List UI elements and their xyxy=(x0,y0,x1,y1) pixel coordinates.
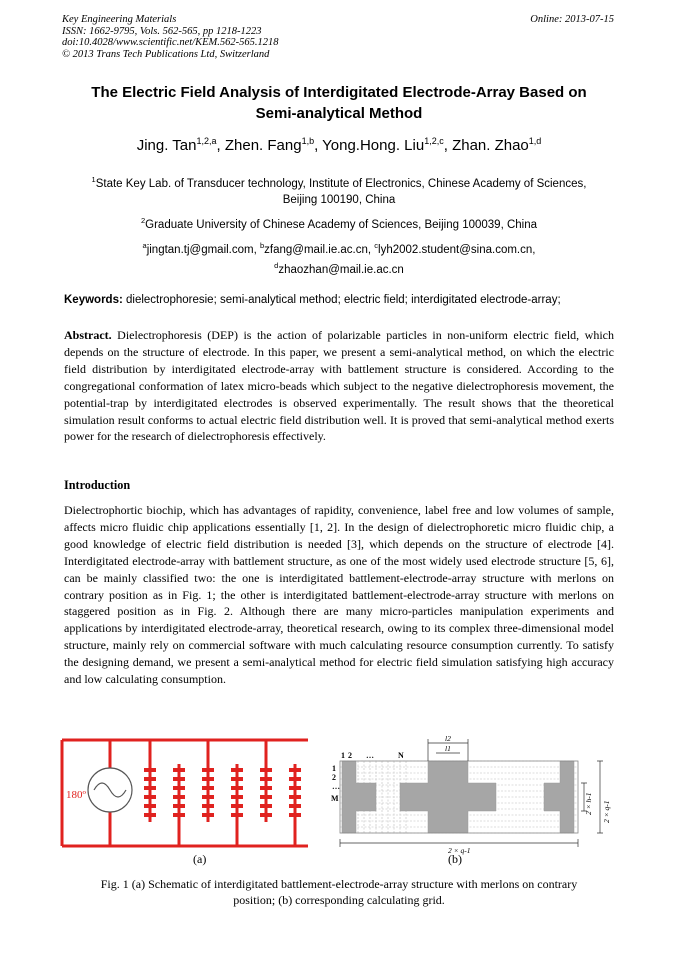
aff-sup: 2 xyxy=(140,216,146,225)
figure-caption xyxy=(60,876,618,908)
grid-row-dots: … xyxy=(332,782,340,791)
electrode-merlon xyxy=(289,777,301,781)
electrode-merlon xyxy=(260,813,272,817)
source-phase-label: 180º xyxy=(66,789,86,801)
email-sup: b xyxy=(260,241,265,250)
email: lyh2002.student@sina.com.cn, xyxy=(378,243,536,256)
dim-q: 2 × q-1 xyxy=(602,800,611,823)
figure-1b-grid xyxy=(328,731,620,855)
keywords xyxy=(64,294,624,306)
affiliation-2 xyxy=(40,213,638,233)
electrode-merlon xyxy=(202,813,214,817)
electrode-merlon xyxy=(173,777,185,781)
electrode-merlon xyxy=(231,786,243,790)
electrode-merlon xyxy=(202,768,214,772)
electrode-merlon xyxy=(231,813,243,817)
dim-l1: l1 xyxy=(445,744,451,753)
caption-line-2: position; (b) corresponding calculating grid. xyxy=(233,893,445,907)
electrode-merlon xyxy=(231,795,243,799)
author-sup: 1,2,a xyxy=(196,136,217,146)
keywords-label: Keywords: xyxy=(64,294,123,306)
author-sup: 1,2,c xyxy=(424,136,444,146)
electrode-merlon xyxy=(289,804,301,808)
author-name: Zhen. Fang xyxy=(224,137,302,154)
electrode-merlon xyxy=(173,804,185,808)
paper-title xyxy=(40,82,638,124)
electrode-merlon xyxy=(202,804,214,808)
figure-label-a: (a) xyxy=(193,852,207,866)
dim-h: 2 × h-1 xyxy=(584,792,593,815)
electrode-merlon xyxy=(231,768,243,772)
grid-row-m: M xyxy=(331,794,339,803)
abstract-label: Abstract. xyxy=(64,328,112,342)
email: zhaozhan@mail.ie.ac.cn xyxy=(278,263,404,276)
figure-label-b: (b) xyxy=(448,852,462,866)
electrode-merlon xyxy=(173,768,185,772)
electrode-merlon xyxy=(202,786,214,790)
caption-line-1: Fig. 1 (a) Schematic of interdigitated battlement-electrode-array structure with merlons on contrary xyxy=(100,877,578,891)
affiliation-1 xyxy=(40,172,638,208)
section-heading: Introduction xyxy=(64,478,131,492)
author-sup: 1,d xyxy=(528,136,542,146)
aff-text-line2: Beijing 100190, China xyxy=(282,193,396,206)
aff-sup: 1 xyxy=(91,175,96,184)
electrode-merlon xyxy=(144,804,156,808)
electrode-merlon xyxy=(144,768,156,772)
email-sup: a xyxy=(142,241,147,250)
electrode-merlon xyxy=(289,786,301,790)
journal-header xyxy=(62,14,279,60)
author-name: Yong.Hong. Liu xyxy=(322,137,425,154)
email: zfang@mail.ie.ac.cn, xyxy=(264,243,375,256)
electrode-merlon xyxy=(231,804,243,808)
electrode-merlon xyxy=(173,795,185,799)
electrode-merlon xyxy=(202,777,214,781)
introduction-text: Dielectrophortic biochip, which has advantages of rapidity, convenience, label free and low volumes of sample, affects micro fluidic chip applications essentially [1, 2]. In the design of dielectrophoretic micro fluidic chip, a good knowledge of electric field distribution is needed [3], which depends on the structure of electrode [4]. Interdigitated electrode-array with battlement structure, as one of the most widely used electrode structure [5, 6], can be mainly classified two: the one is interdigitated battlement-electrode-array structure with merlons on contrary position as in Fig. 1; the other is interdigitated battlement-electrode-array structure with merlons on staggered position as in Fig. 2. Although there are many micro-particles manipulation experiments and applications by interdigitated electrode-array, theoretical research, owing to its complex three-dimensional model structure, mainly rely on commercial software with much calculating resource consumption currently. To satisfy the designing demand, we present a semi-analytical method for electric field simulation satisfying high accuracy and low calculating consumption. xyxy=(64,503,614,687)
title-line-2: Semi-analytical Method xyxy=(255,105,423,122)
email: jingtan.tj@gmail.com, xyxy=(146,243,260,256)
electrode-merlon xyxy=(202,795,214,799)
electrode-merlon xyxy=(144,813,156,817)
abstract-text: Dielectrophoresis (DEP) is the action of polarizable particles in non-uniform electric field, which depends on the structure of electrode. In this paper, we present a semi-analytical method, on which the electric field distribution by interdigitated electrode-array with battlement structure is considered. According to the congregational conformation of latex micro-beads which subject to the negative dielectrophoresis movement, the potential-trap by interdigitated electrodes is observed experimentally. The result shows that the theoretical simulation result conforms to actual electric field distribution well. It is proved that semi-analytical method exerts power for the research of dielectrophoresis effectively. xyxy=(64,328,614,444)
doi-line: doi:10.4028/www.scientific.net/KEM.562-565.1218 xyxy=(62,37,279,48)
online-date: Online: 2013-07-15 xyxy=(530,14,614,25)
figure-1a-schematic xyxy=(58,736,316,850)
dim-l2: l2 xyxy=(445,734,451,743)
grid-col-n: N xyxy=(398,751,404,760)
electrode-merlon xyxy=(173,786,185,790)
dim-bottom: 2 × q-1 xyxy=(448,846,471,855)
author-name: Zhan. Zhao xyxy=(452,137,529,154)
electrode-merlon xyxy=(144,786,156,790)
electrode-merlon xyxy=(231,777,243,781)
abstract xyxy=(64,327,614,445)
email-sup: d xyxy=(274,260,279,270)
electrode-merlon xyxy=(289,813,301,817)
electrode-merlon xyxy=(260,777,272,781)
electrode-merlon xyxy=(260,786,272,790)
grid-col-2: 2 xyxy=(348,751,352,760)
aff-text: State Key Lab. of Transducer technology, Institute of Electronics, Chinese Academy of Sciences, xyxy=(95,177,587,190)
electrode-merlon xyxy=(260,795,272,799)
electrode-merlon xyxy=(144,777,156,781)
electrode-merlon xyxy=(289,768,301,772)
grid-row-2: 2 xyxy=(332,773,336,782)
journal-name: Key Engineering Materials xyxy=(62,14,177,25)
keywords-text: dielectrophoresie; semi-analytical method; electric field; interdigitated electrode-array; xyxy=(122,294,561,306)
electrode-merlon xyxy=(173,813,185,817)
grid-col-1: 1 xyxy=(341,751,345,760)
copyright-line: © 2013 Trans Tech Publications Ltd, Switzerland xyxy=(62,48,270,60)
electrode-merlon xyxy=(289,795,301,799)
issn-line: ISSN: 1662-9795, Vols. 562-565, pp 1218-1223 xyxy=(62,25,262,37)
electrode-merlon xyxy=(260,768,272,772)
author-list: Jing. Tan$^{1,2,a}$, Zhen. Fang$^{1,b}$, Yong.Hong. Liu$^{1,2,c}$, Zhan. Zhao$^{1,d}$ xyxy=(136,136,542,154)
aff-text: Graduate University of Chinese Academy of Sciences, Beijing 100039, China xyxy=(145,218,538,231)
email-sup: c xyxy=(374,241,379,250)
electrode-merlon xyxy=(260,804,272,808)
title-line-1: The Electric Field Analysis of Interdigitated Electrode-Array Based on xyxy=(91,84,587,101)
author-name: Jing. Tan xyxy=(136,137,197,154)
email-list xyxy=(40,238,638,278)
grid-row-1: 1 xyxy=(332,764,336,773)
grid-col-dots: … xyxy=(366,751,374,760)
author-sup: 1,b xyxy=(301,136,315,146)
electrode-merlon xyxy=(144,795,156,799)
